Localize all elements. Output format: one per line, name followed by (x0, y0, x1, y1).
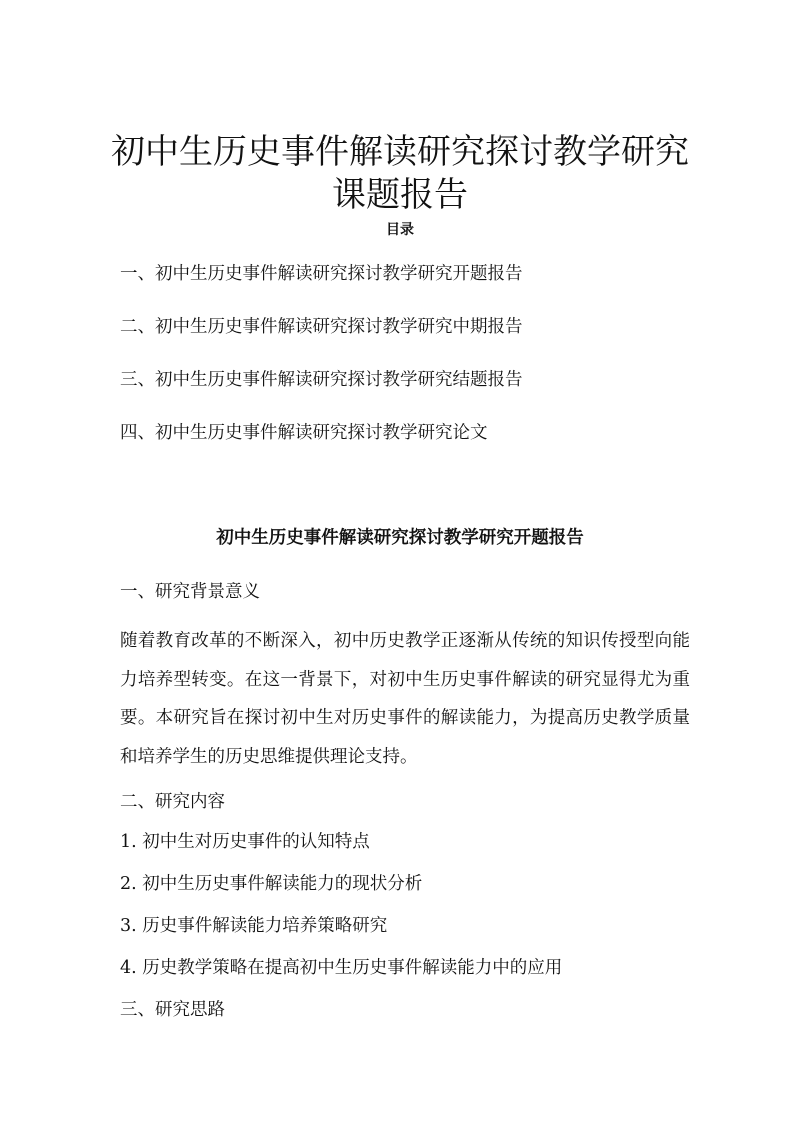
section-heading-content: 二、研究内容 (120, 792, 225, 812)
content-item-1: 1. 初中生对历史事件的认知特点 (120, 832, 370, 852)
background-paragraph: 随着教育改革的不断深入，初中历史教学正逐渐从传统的知识传授型向能力培养型转变。在这一背景下，对初中生历史事件解读的研究显得尤为重要。本研究旨在探讨初中生对历史事件的解读能力，为提高历史教学质量和培养学生的历史思维提供理论支持。 (120, 631, 690, 767)
toc-item-2: 二、初中生历史事件解读研究探讨教学研究中期报告 (120, 317, 523, 337)
toc-heading: 目录 (386, 222, 414, 238)
section-heading-approach: 三、研究思路 (120, 1000, 225, 1020)
content-item-2: 2. 初中生历史事件解读能力的现状分析 (120, 874, 423, 894)
toc-item-4: 四、初中生历史事件解读研究探讨教学研究论文 (120, 423, 488, 443)
report-title: 初中生历史事件解读研究探讨教学研究开题报告 (216, 528, 584, 548)
content-item-3: 3. 历史事件解读能力培养策略研究 (120, 916, 388, 936)
toc-item-3: 三、初中生历史事件解读研究探讨教学研究结题报告 (120, 370, 523, 390)
document-title-line-2: 课题报告 (332, 175, 468, 215)
document-title-line-1: 初中生历史事件解读研究探讨教学研究 (111, 132, 689, 172)
toc-item-1: 一、初中生历史事件解读研究探讨教学研究开题报告 (120, 264, 523, 284)
section-heading-background: 一、研究背景意义 (120, 582, 260, 602)
content-item-4: 4. 历史教学策略在提高初中生历史事件解读能力中的应用 (120, 958, 563, 978)
